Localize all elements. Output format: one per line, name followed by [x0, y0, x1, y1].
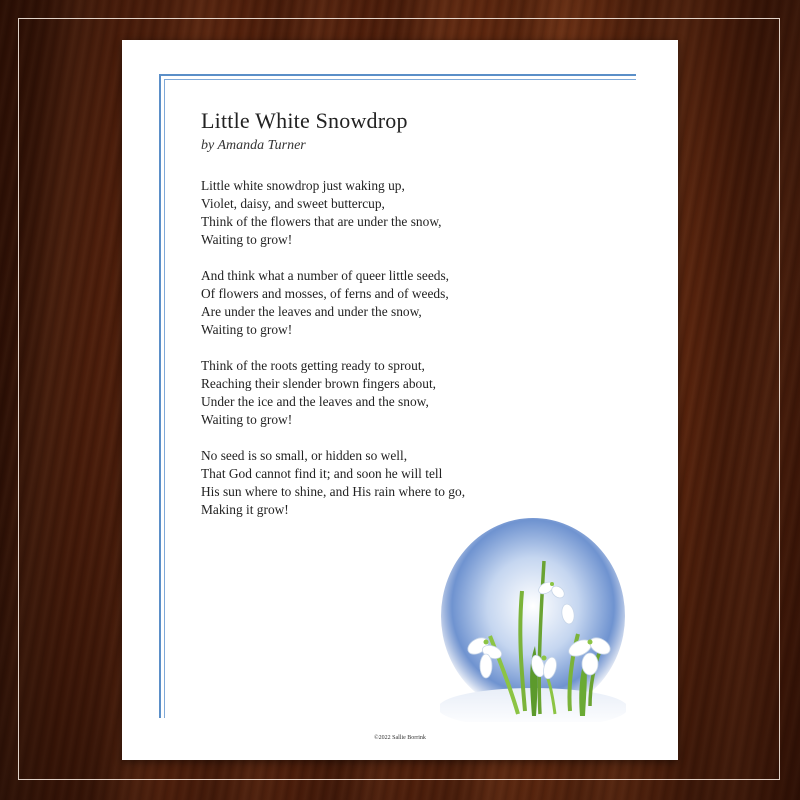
verse-line: And think what a number of queer little seeds, [201, 268, 450, 283]
verse-line: Of flowers and mosses, of ferns and of weeds, [201, 286, 449, 301]
decorative-border-top-outer [159, 74, 636, 76]
verse-line: Under the ice and the leaves and the snow, [201, 394, 429, 409]
poem-body [201, 177, 561, 537]
decorative-border-left-inner [164, 79, 165, 718]
decorative-border-top-inner [164, 79, 636, 80]
stanza-2 [201, 267, 561, 339]
stanza-3 [201, 357, 561, 429]
verse-line: No seed is so small, or hidden so well, [201, 448, 408, 463]
verse-line: Waiting to grow! [201, 322, 293, 337]
verse-line: Waiting to grow! [201, 232, 293, 247]
stanza-1 [201, 177, 561, 249]
copyright-notice: ©2022 Sallie Borrink [374, 735, 426, 741]
poem-title: Little White Snowdrop [201, 108, 408, 133]
verse-line: His sun where to shine, and His rain where to go, [201, 484, 466, 499]
verse-line: Waiting to grow! [201, 412, 293, 427]
verse-line: Reaching their slender brown fingers about, [201, 376, 437, 391]
poem-author: by Amanda Turner [201, 138, 306, 153]
verse-line: Are under the leaves and under the snow, [201, 304, 422, 319]
decorative-border-left-outer [159, 74, 161, 718]
verse-line: That God cannot find it; and soon he will tell [201, 466, 443, 481]
verse-line: Think of the flowers that are under the snow, [201, 214, 442, 229]
verse-line: Violet, daisy, and sweet buttercup, [201, 196, 385, 211]
verse-line: Little white snowdrop just waking up, [201, 178, 405, 193]
poem-page [122, 40, 678, 760]
verse-line: Making it grow! [201, 502, 289, 517]
stanza-4 [201, 447, 561, 519]
verse-line: Think of the roots getting ready to sprout, [201, 358, 425, 373]
snowdrop-flowers-illustration [440, 516, 626, 722]
